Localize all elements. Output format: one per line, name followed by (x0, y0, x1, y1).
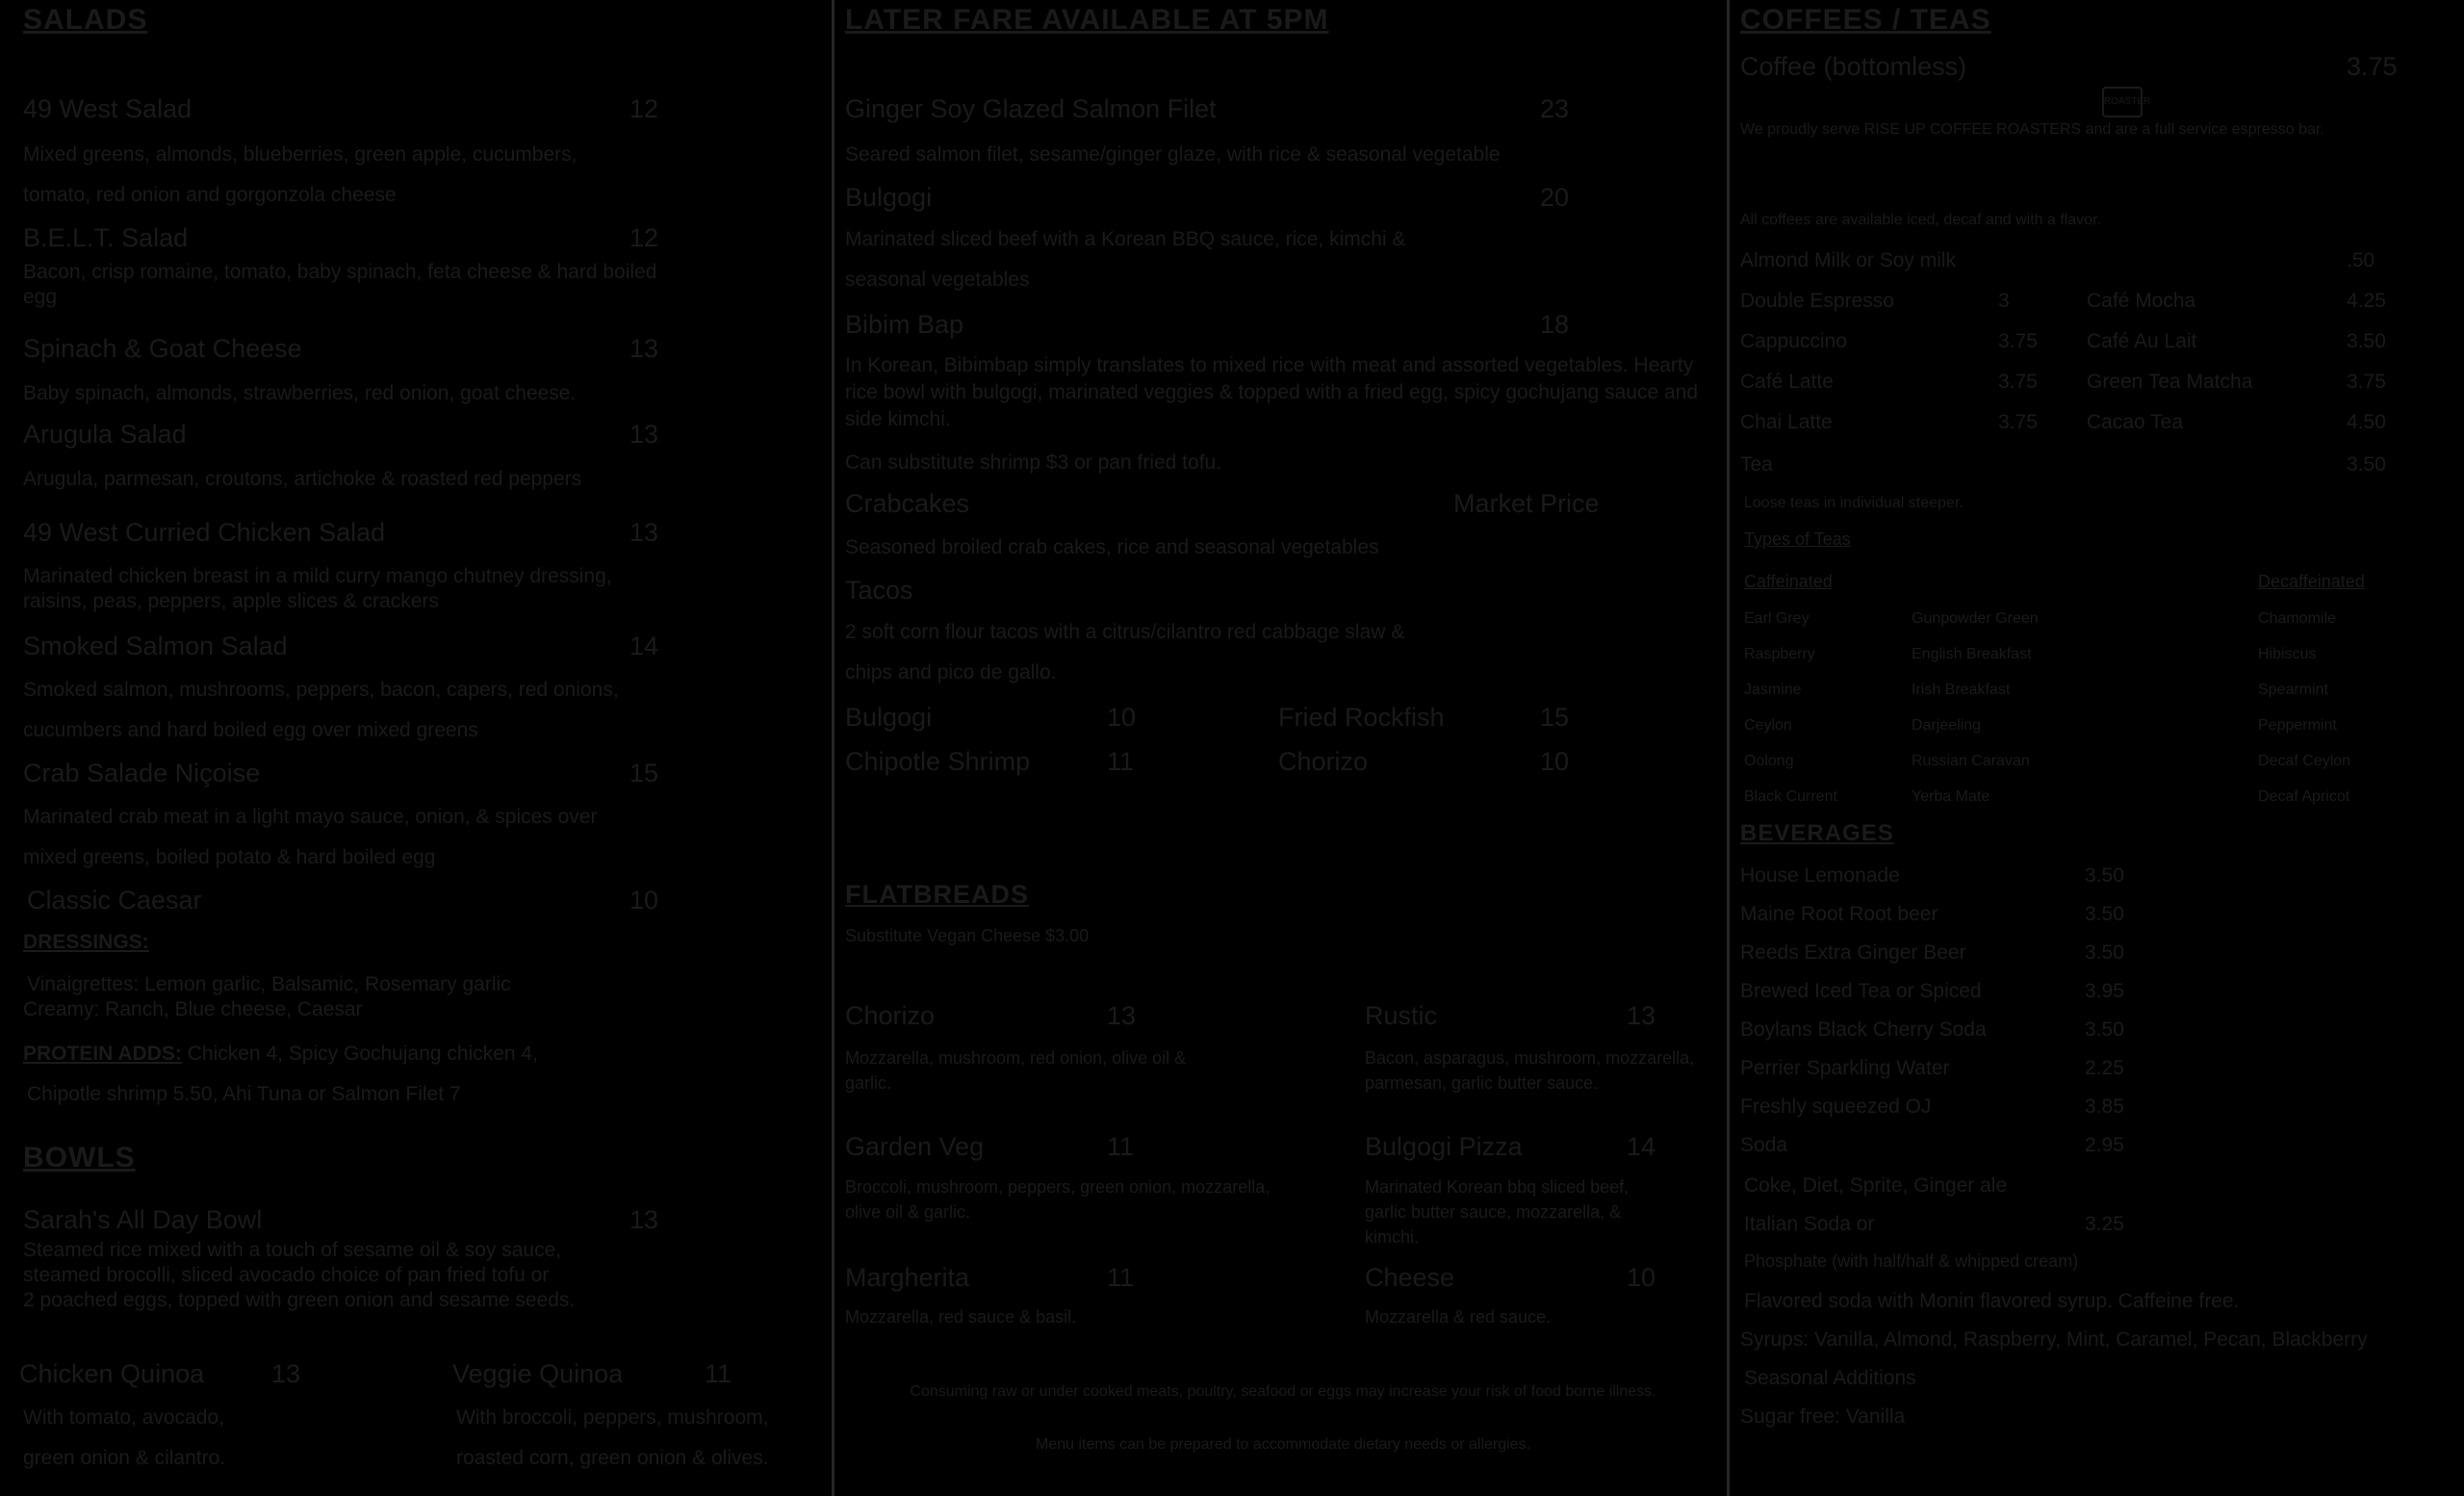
menu-item-price: 13 (629, 518, 659, 547)
tea-name: Decaf Ceylon (2258, 753, 2351, 769)
drink-name: Chai Latte (1740, 411, 1833, 433)
drink-price: 4.25 (2347, 290, 2386, 312)
drink-name: Tea (1740, 453, 1773, 476)
flatbread-price: 11 (1107, 1263, 1135, 1292)
tea-name: Jasmine (1744, 682, 1802, 698)
tea-name: Hibiscus (2258, 646, 2317, 662)
drink-price: 3.75 (2347, 371, 2386, 393)
drink-name: Almond Milk or Soy milk (1740, 249, 1957, 271)
substitution-note: Can substitute shrimp $3 or pan fried tofu. (845, 451, 1222, 474)
menu-item-desc: Seasoned broiled crab cakes, rice and seasonal vegetables (845, 536, 1379, 558)
menu-item-desc: roasted corn, green onion & olives. (456, 1447, 769, 1469)
coffees-heading: COFFEES / TEAS (1740, 4, 1991, 36)
drink-price: 3.50 (2347, 453, 2386, 476)
beverage-name: Boylans Black Cherry Soda (1740, 1019, 1987, 1041)
flatbread-name: Cheese (1365, 1263, 1455, 1292)
roaster-logo: ROASTER (2102, 87, 2143, 117)
tea-name: Spearmint (2258, 682, 2328, 698)
menu-item-desc: chips and pico de gallo. (845, 661, 1057, 684)
tea-name: English Breakfast (1912, 646, 2032, 662)
menu-item-desc: Mixed greens, almonds, blueberries, green apple, cucumbers, (23, 143, 578, 166)
menu-item-desc: Marinated sliced beef with a Korean BBQ sauce, rice, kimchi & (845, 228, 1406, 250)
menu-item-name: B.E.L.T. Salad (23, 223, 189, 252)
menu-item-name: 49 West Curried Chicken Salad (23, 518, 386, 547)
menu-item-desc: Arugula, parmesan, croutons, artichoke & roasted red peppers (23, 468, 582, 490)
phosphate-note: Phosphate (with half/half & whipped cream) (1744, 1251, 2079, 1271)
later-fare-column (835, 0, 1725, 1496)
flatbread-desc: Broccoli, mushroom, peppers, green onion, mozzarella, olive oil & garlic. (845, 1177, 1270, 1222)
drink-price: 3 (1998, 290, 2010, 312)
flatbread-price: 14 (1627, 1132, 1656, 1161)
drink-name: Café Latte (1740, 371, 1834, 393)
caffeinated-label: Caffeinated (1744, 572, 1833, 591)
menu-item-name: Classic Caesar (27, 886, 202, 915)
taco-option-price: 15 (1540, 703, 1570, 732)
flatbread-name: Chorizo (845, 1001, 936, 1030)
beverage-price: 3.25 (2085, 1213, 2124, 1235)
tea-name: Russian Caravan (1912, 753, 2030, 769)
beverage-name: Soda (1740, 1134, 1788, 1156)
flatbread-name: Margherita (845, 1263, 970, 1292)
menu-item-desc: cucumbers and hard boiled egg over mixed greens (23, 719, 478, 741)
vinaigrettes-line: Vinaigrettes: Lemon garlic, Balsamic, Rosemary garlic (27, 973, 511, 995)
drink-name: Coffee (bottomless) (1740, 52, 1967, 81)
drink-price: .50 (2347, 249, 2375, 271)
drink-name: Café Au Lait (2087, 330, 2197, 352)
menu-item-desc: mixed greens, boiled potato & hard boiled egg (23, 846, 436, 868)
flavor-note: All coffees are available iced, decaf and with a flavor. (1740, 212, 2102, 228)
beverage-name: Reeds Extra Ginger Beer (1740, 941, 1966, 964)
drink-name: Double Espresso (1740, 290, 1894, 312)
soda-options: Coke, Diet, Sprite, Ginger ale (1744, 1174, 2008, 1197)
menu-item-name: Smoked Salmon Salad (23, 632, 288, 660)
column-divider-left (832, 0, 834, 1496)
tea-name: Ceylon (1744, 717, 1792, 734)
menu-item-desc: tomato, red onion and gorgonzola cheese (23, 184, 397, 206)
salads-column (0, 0, 832, 1496)
beverage-name: Brewed Iced Tea or Spiced (1740, 980, 1982, 1002)
protein-adds-text: Chicken 4, Spicy Gochujang chicken 4, (181, 1043, 538, 1065)
flatbread-price: 13 (1627, 1001, 1656, 1030)
creamy-line: Creamy: Ranch, Blue cheese, Caesar (23, 998, 363, 1020)
drink-name: Green Tea Matcha (2087, 371, 2253, 393)
flatbread-name: Bulgogi Pizza (1365, 1132, 1523, 1161)
drink-name: Cacao Tea (2087, 411, 2184, 433)
disclaimer-raw-food: Consuming raw or under cooked meats, poultry, seafood or eggs may increase your risk of food borne illness. (910, 1383, 1656, 1400)
beverage-name: Maine Root Root beer (1740, 903, 1938, 925)
tea-name: Irish Breakfast (1912, 682, 2011, 698)
tea-name: Raspberry (1744, 646, 1815, 662)
taco-option-name: Chipotle Shrimp (845, 747, 1031, 776)
tea-name: Peppermint (2258, 717, 2337, 734)
flatbread-price: 11 (1107, 1132, 1135, 1161)
flatbread-name: Garden Veg (845, 1132, 985, 1161)
taco-option-name: Chorizo (1278, 747, 1369, 776)
flavored-soda-note: Flavored soda with Monin flavored syrup. Caffeine free. (1744, 1290, 2240, 1312)
menu-item-name: Spinach & Goat Cheese (23, 334, 302, 363)
tea-name: Black Current (1744, 788, 1837, 805)
flatbread-desc: Bacon, asparagus, mushroom, mozzarella, parmesan, garlic butter sauce. (1365, 1048, 1695, 1093)
tea-name: Gunpowder Green (1912, 610, 2039, 627)
seasonal-additions: Seasonal Additions (1744, 1367, 1916, 1389)
drink-price: 3.75 (1998, 411, 2038, 433)
menu-item-name: Tacos (845, 576, 913, 605)
menu-item-desc: green onion & cilantro. (23, 1447, 226, 1469)
later-fare-heading: LATER FARE AVAILABLE AT 5PM (845, 4, 1329, 36)
menu-item-price: 10 (629, 886, 659, 915)
menu-item-name: Bulgogi (845, 183, 933, 212)
menu-item-price: 14 (629, 632, 659, 660)
beverage-name: Italian Soda or (1744, 1213, 1875, 1235)
menu-item-price: 12 (629, 223, 659, 252)
menu-item-desc: Marinated crab meat in a light mayo sauce, onion, & spices over (23, 806, 598, 828)
loose-tea-note: Loose teas in individual steeper. (1744, 495, 1964, 511)
coffees-column (1731, 0, 2464, 1496)
menu-item-desc: Smoked salmon, mushrooms, peppers, bacon, capers, red onions, (23, 679, 619, 701)
menu-item-desc: Steamed rice mixed with a touch of sesame oil & soy sauce, (23, 1239, 562, 1261)
drink-name: Cappuccino (1740, 330, 1847, 352)
syrups-list: Syrups: Vanilla, Almond, Raspberry, Mint, Caramel, Pecan, Blackberry (1740, 1328, 2368, 1351)
menu-item-desc: Baby spinach, almonds, strawberries, red onion, goat cheese. (23, 382, 577, 404)
menu-item-name: Crab Salade Niçoise (23, 759, 261, 787)
menu-item-name: Veggie Quinoa (452, 1359, 624, 1388)
drink-price: 3.75 (1998, 330, 2038, 352)
menu-item-price: 13 (629, 334, 659, 363)
menu-item-desc: With broccoli, peppers, mushroom, (456, 1406, 769, 1429)
menu-item-desc: 2 soft corn flour tacos with a citrus/cilantro red cabbage slaw & (845, 621, 1405, 643)
menu-item-price: 11 (705, 1359, 732, 1388)
menu-item-price: 13 (629, 420, 659, 449)
flatbread-price: 13 (1107, 1001, 1137, 1030)
beverage-price: 2.95 (2085, 1134, 2124, 1156)
beverage-name: Perrier Sparkling Water (1740, 1057, 1950, 1079)
menu-item-desc: seasonal vegetables (845, 269, 1030, 291)
beverage-price: 3.95 (2085, 980, 2124, 1002)
taco-option-price: 11 (1107, 747, 1135, 776)
roaster-note: We proudly serve RISE UP COFFEE ROASTERS and are a full service espresso bar. (1740, 121, 2324, 138)
drink-price: 4.50 (2347, 411, 2386, 433)
tea-name: Oolong (1744, 753, 1794, 769)
tea-name: Chamomile (2258, 610, 2336, 627)
tea-types-label: Types of Teas (1744, 529, 1851, 549)
taco-option-name: Bulgogi (845, 703, 933, 732)
taco-option-price: 10 (1107, 703, 1137, 732)
beverage-price: 3.50 (2085, 941, 2124, 964)
menu-item-name: Arugula Salad (23, 420, 187, 449)
beverage-price: 2.25 (2085, 1057, 2124, 1079)
protein-adds-line-2: Chipotle shrimp 5.50, Ahi Tuna or Salmon Filet 7 (27, 1083, 461, 1105)
bowls-heading: BOWLS (23, 1142, 136, 1174)
tea-name: Earl Grey (1744, 610, 1810, 627)
salads-heading: SALADS (23, 4, 148, 36)
tea-name: Decaf Apricot (2258, 788, 2350, 805)
beverage-price: 3.50 (2085, 1019, 2124, 1041)
menu-item-desc: egg (23, 286, 58, 308)
taco-option-name: Fried Rockfish (1278, 703, 1445, 732)
drink-name: Café Mocha (2087, 290, 2196, 312)
beverages-heading: BEVERAGES (1740, 820, 1894, 846)
disclaimer-dietary: Menu items can be prepared to accommodate dietary needs or allergies. (1035, 1436, 1531, 1453)
menu-item-price: Market Price (1453, 489, 1600, 518)
protein-adds-label: PROTEIN ADDS: (23, 1043, 182, 1065)
menu-item-name: Ginger Soy Glazed Salmon Filet (845, 94, 1217, 123)
menu-item-desc: Seared salmon filet, sesame/ginger glaze, with rice & seasonal vegetable (845, 143, 1501, 166)
menu-item-name: Sarah's All Day Bowl (23, 1205, 263, 1234)
decaf-label: Decaffeinated (2258, 572, 2365, 591)
menu-item-desc: 2 poached eggs, topped with green onion and sesame seeds. (23, 1289, 576, 1311)
flatbreads-heading: FLATBREADS (845, 880, 1029, 909)
menu-item-price: 20 (1540, 183, 1570, 212)
drink-price: 3.75 (2347, 52, 2398, 81)
tea-name: Yerba Mate (1912, 788, 1990, 805)
drink-price: 3.50 (2347, 330, 2386, 352)
beverage-price: 3.85 (2085, 1096, 2124, 1118)
flatbread-desc: Marinated Korean bbq sliced beef, garlic butter sauce, mozzarella, & kimchi. (1365, 1177, 1630, 1247)
vegan-cheese-note: Substitute Vegan Cheese $3.00 (845, 926, 1090, 945)
tea-name: Darjeeling (1912, 717, 1982, 734)
menu-item-desc: In Korean, Bibimbap simply translates to mixed rice with meat and assorted vegetables. Hearty rice bowl with bulgogi, marinated veggies & topped with a fried egg, spicy gochujang sauce and side kimchi. (845, 354, 1699, 430)
menu-item-desc: steamed brocolli, sliced avocado choice of pan fried tofu or (23, 1264, 550, 1286)
beverage-name: Freshly squeezed OJ (1740, 1096, 1932, 1118)
drink-price: 3.75 (1998, 371, 2038, 393)
menu-item-desc: raisins, peas, peppers, apple slices & crackers (23, 590, 439, 612)
beverage-price: 3.50 (2085, 903, 2124, 925)
flatbread-desc: Mozzarella & red sauce. (1365, 1307, 1552, 1327)
menu-item-price: 13 (629, 1205, 659, 1234)
flatbread-name: Rustic (1365, 1001, 1438, 1030)
beverage-price: 3.50 (2085, 864, 2124, 887)
menu-item-name: 49 West Salad (23, 94, 192, 123)
menu-item-name: Bibim Bap (845, 310, 964, 339)
taco-option-price: 10 (1540, 747, 1570, 776)
menu-item-name: Crabcakes (845, 489, 970, 518)
menu-item-price: 23 (1540, 94, 1570, 123)
menu-item-desc: Marinated chicken breast in a mild curry mango chutney dressing, (23, 565, 612, 587)
menu-item-desc: With tomato, avocado, (23, 1406, 224, 1429)
flatbread-price: 10 (1627, 1263, 1656, 1292)
column-divider-right (1727, 0, 1730, 1496)
menu-item-price: 18 (1540, 310, 1570, 339)
dressings-label: DRESSINGS: (23, 931, 149, 953)
menu-item-price: 15 (629, 759, 659, 787)
flatbread-desc: Mozzarella, mushroom, red onion, olive oil & garlic. (845, 1048, 1187, 1093)
menu-item-desc: Bacon, crisp romaine, tomato, baby spinach, feta cheese & hard boiled (23, 261, 657, 283)
menu-item-price: 12 (629, 94, 659, 123)
protein-adds-line (23, 1034, 538, 1074)
flatbread-desc: Mozzarella, red sauce & basil. (845, 1307, 1077, 1327)
sugar-free-note: Sugar free: Vanilla (1740, 1406, 1906, 1428)
menu-item-price: 13 (271, 1359, 301, 1388)
menu-item-name: Chicken Quinoa (19, 1359, 205, 1388)
beverage-name: House Lemonade (1740, 864, 1900, 887)
